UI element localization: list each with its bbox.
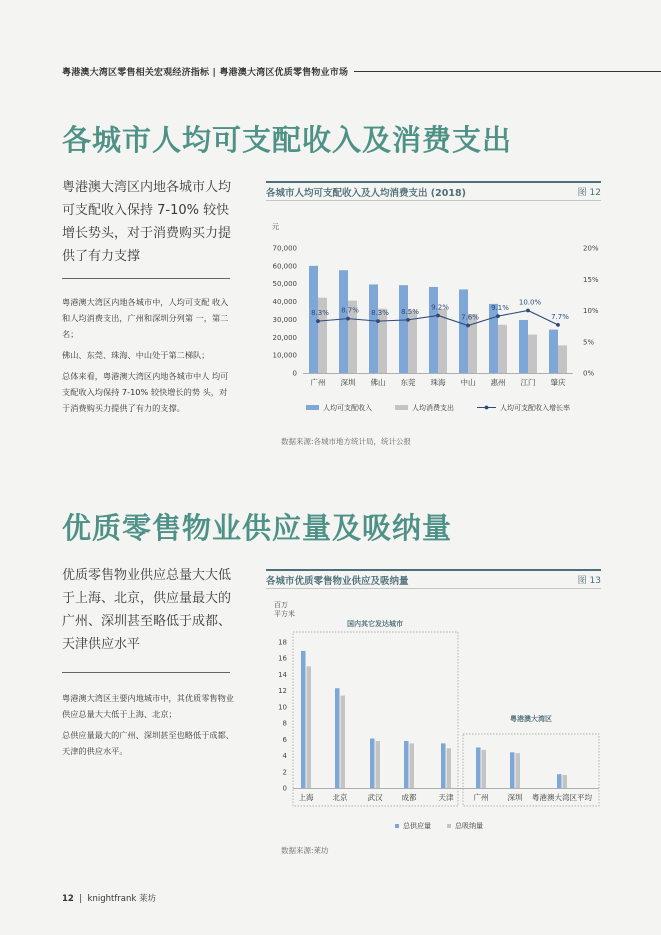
section1-bullet-3: 总体来看，粤港澳大湾区内地各城市中人 均可支配收入均保持 7-10% 较快增长的势 头，对于消费购买力提供了有力的支撑。: [62, 371, 229, 413]
chart1-growth-point: [346, 317, 350, 321]
chart1-growth-point: [376, 319, 380, 323]
chart1-bar-spending: [378, 309, 387, 373]
chart2-bar-supply: [335, 688, 340, 788]
chart1-x-tick: 东莞: [400, 378, 416, 387]
chart1-growth-point: [316, 319, 320, 323]
footer-brand: knightfrank 莱坊: [87, 894, 157, 904]
figure13-source: 数据来源:莱坊: [281, 846, 329, 855]
chart2-bar-absorption: [307, 666, 312, 788]
chart2-x-tick: 北京: [332, 793, 348, 802]
chart2-x-tick: 广州: [473, 793, 489, 802]
chart2-x-tick: 成都: [401, 793, 417, 802]
section2-bullet-1: 粤港澳大湾区主要内地城市中，其优质零售物业供应总量大大低于上海、北京；: [62, 693, 234, 719]
chart1-growth-label: 7.6%: [461, 313, 479, 322]
chart2-y-tick: 2: [282, 768, 287, 777]
chart1-y2-tick: 15%: [583, 275, 599, 284]
chart1-growth-point: [556, 323, 560, 327]
chart1-bar-income: [519, 320, 528, 373]
chart2-bar-absorption: [482, 750, 487, 788]
chart1-legend-growth: 人均可支配收入增长率: [500, 404, 570, 412]
chart1-growth-label: 8.3%: [311, 309, 329, 318]
chart2-y-tick: 16: [278, 654, 287, 663]
section2-divider: [62, 672, 230, 673]
chart1-legend-spending: 人均消费支出: [412, 404, 454, 412]
chart2-bar-absorption: [410, 743, 415, 788]
chart1-y-tick: 30,000: [272, 315, 297, 324]
chart2-y-tick: 6: [282, 735, 287, 744]
chart1-x-tick: 深圳: [340, 378, 356, 387]
income-spending-chart: [266, 212, 606, 424]
chart1-x-tick: 佛山: [370, 378, 386, 387]
chart2-x-tick: 粤港澳大湾区平均: [532, 793, 592, 802]
running-header-text: 粤港澳大湾区零售相关宏观经济指标 | 粤港澳大湾区优质零售物业市场: [62, 67, 349, 78]
chart2-bar-supply: [301, 651, 306, 788]
chart2-bar-absorption: [563, 775, 568, 788]
figure12-header: [266, 181, 601, 201]
chart2-unit-label: 百万: [274, 601, 288, 609]
section1-bullet-1: 粤港澳大湾区内地各城市中，人均可支配 收入和人均消费支出，广州和深圳分列第 一，第二名；: [62, 297, 229, 339]
chart1-y-tick: 10,000: [272, 351, 297, 360]
footer-separator: |: [76, 894, 88, 904]
section1-bullets: [62, 294, 234, 421]
chart1-growth-point: [526, 309, 530, 313]
chart2-group-label-other: 国内其它发达城市: [347, 620, 403, 628]
figure13-header: [266, 569, 601, 589]
chart1-unit-label: 元: [272, 223, 279, 231]
chart1-growth-label: 8.3%: [371, 309, 389, 318]
chart2-legend-absorption: 总吸纳量: [455, 822, 483, 830]
chart1-legend-income-swatch: [306, 405, 319, 410]
figure12-source: 数据来源:各城市地方统计局，统计公报: [281, 437, 412, 446]
section1-lead: 粤港澳大湾区内地各城市人均可支配收入保持 7-10% 较快增长势头，对于消费购买力提供了有力支撑: [62, 180, 232, 264]
chart1-bar-spending: [528, 335, 537, 373]
chart2-bar-supply: [441, 743, 446, 788]
chart1-bar-income: [339, 270, 348, 373]
figure13-number: 图 13: [577, 576, 601, 586]
chart1-legend-income: 人均可支配收入: [323, 404, 372, 412]
chart1-y-tick: 60,000: [272, 262, 297, 271]
chart1-growth-label: 9.1%: [491, 304, 509, 313]
chart1-legend-growth-marker: [485, 406, 489, 410]
chart1-bar-income: [549, 330, 558, 373]
chart2-legend-supply-swatch: [395, 824, 399, 828]
retail-supply-chart: [266, 592, 606, 838]
chart1-x-tick: 江门: [520, 378, 536, 387]
chart1-growth-point: [436, 314, 440, 318]
chart1-growth-label: 8.5%: [401, 307, 419, 316]
chart1-bar-income: [459, 289, 468, 373]
chart2-x-tick: 天津: [438, 793, 454, 802]
chart1-y2-tick: 0%: [583, 369, 595, 378]
chart2-bar-supply: [510, 752, 515, 788]
chart1-x-tick: 惠州: [490, 378, 506, 387]
chart2-y-tick: 12: [278, 687, 287, 696]
chart1-growth-point: [466, 324, 470, 328]
chart2-legend-supply: 总供应量: [403, 822, 431, 830]
chart1-y2-tick: 10%: [583, 307, 599, 315]
chart2-x-tick: 武汉: [367, 793, 383, 802]
chart2-y-tick: 10: [278, 703, 287, 712]
chart2-y-tick: 4: [282, 752, 287, 761]
chart2-y-tick: 8: [282, 719, 287, 728]
chart2-y-tick: 14: [278, 670, 287, 679]
chart1-growth-label: 10.0%: [518, 298, 542, 307]
chart1-growth-label: 7.7%: [551, 312, 569, 321]
chart2-bar-absorption: [516, 753, 521, 788]
chart1-bar-income: [309, 266, 318, 373]
chart1-y-tick: 0: [292, 369, 297, 378]
chart1-bar-spending: [498, 325, 507, 373]
chart1-x-tick: 珠海: [430, 378, 446, 387]
chart2-bar-absorption: [376, 741, 381, 788]
chart1-y-tick: 40,000: [272, 298, 297, 307]
chart1-legend-spending-swatch: [395, 405, 408, 410]
chart1-growth-label: 8.7%: [341, 306, 359, 315]
chart1-bar-spending: [558, 345, 567, 373]
chart1-x-tick: 广州: [310, 378, 326, 387]
running-header: [62, 64, 661, 78]
chart1-y-tick: 20,000: [272, 333, 297, 342]
section2-title: 优质零售物业供应量及吸纳量: [62, 511, 453, 545]
section2-bullets: [62, 690, 234, 764]
chart2-group-label-gba: 粤港澳大湾区: [510, 715, 552, 723]
chart1-growth-point: [496, 314, 500, 318]
chart1-bar-income: [429, 287, 438, 373]
chart1-y2-tick: 20%: [583, 244, 599, 253]
chart2-bar-supply: [557, 774, 562, 788]
figure13-title: 各城市优质零售物业供应及吸纳量: [266, 575, 409, 587]
chart1-x-tick: 中山: [460, 378, 476, 387]
chart2-bar-supply: [370, 739, 375, 788]
section2-lead: 优质零售物业供应总量大大低于上海、北京，供应量最大的广州、深圳甚至略低于成都、天津供应水平: [62, 568, 232, 652]
chart1-y2-tick: 5%: [583, 338, 595, 347]
section1-divider: [62, 278, 230, 279]
chart2-bar-supply: [404, 741, 409, 788]
chart1-growth-point: [406, 318, 410, 322]
chart2-legend-absorption-swatch: [447, 824, 451, 828]
section1-bullet-2: 佛山、东莞、珠海、中山处于第二梯队；: [62, 350, 210, 360]
figure12-number: 图 12: [577, 188, 601, 198]
section2-bullet-2: 总供应量最大的广州、深圳甚至也略低于成都、天津的供应水平。: [62, 730, 234, 756]
page-footer: [62, 892, 156, 904]
chart2-x-tick: 深圳: [507, 793, 523, 802]
page-number: 12: [62, 894, 74, 904]
chart1-bar-income: [399, 285, 408, 373]
header-rule: [354, 71, 661, 72]
chart2-y-tick: 0: [282, 784, 287, 793]
chart2-bar-absorption: [341, 696, 346, 788]
chart1-bar-income: [489, 304, 498, 373]
chart2-bar-absorption: [447, 748, 452, 788]
chart2-x-tick: 上海: [298, 793, 314, 802]
chart1-bar-income: [369, 284, 378, 373]
chart1-x-tick: 肇庆: [550, 378, 566, 387]
chart1-y-tick: 70,000: [272, 244, 297, 253]
chart1-y-tick: 50,000: [272, 280, 297, 289]
figure12-title: 各城市人均可支配收入及人均消费支出 (2018): [266, 187, 466, 199]
chart2-unit-label: 平方米: [274, 610, 295, 618]
section1-title: 各城市人均可支配收入及消费支出: [62, 123, 513, 157]
chart2-y-tick: 18: [278, 638, 287, 647]
chart2-bar-supply: [476, 747, 481, 788]
chart1-growth-label: 9.2%: [431, 303, 449, 312]
